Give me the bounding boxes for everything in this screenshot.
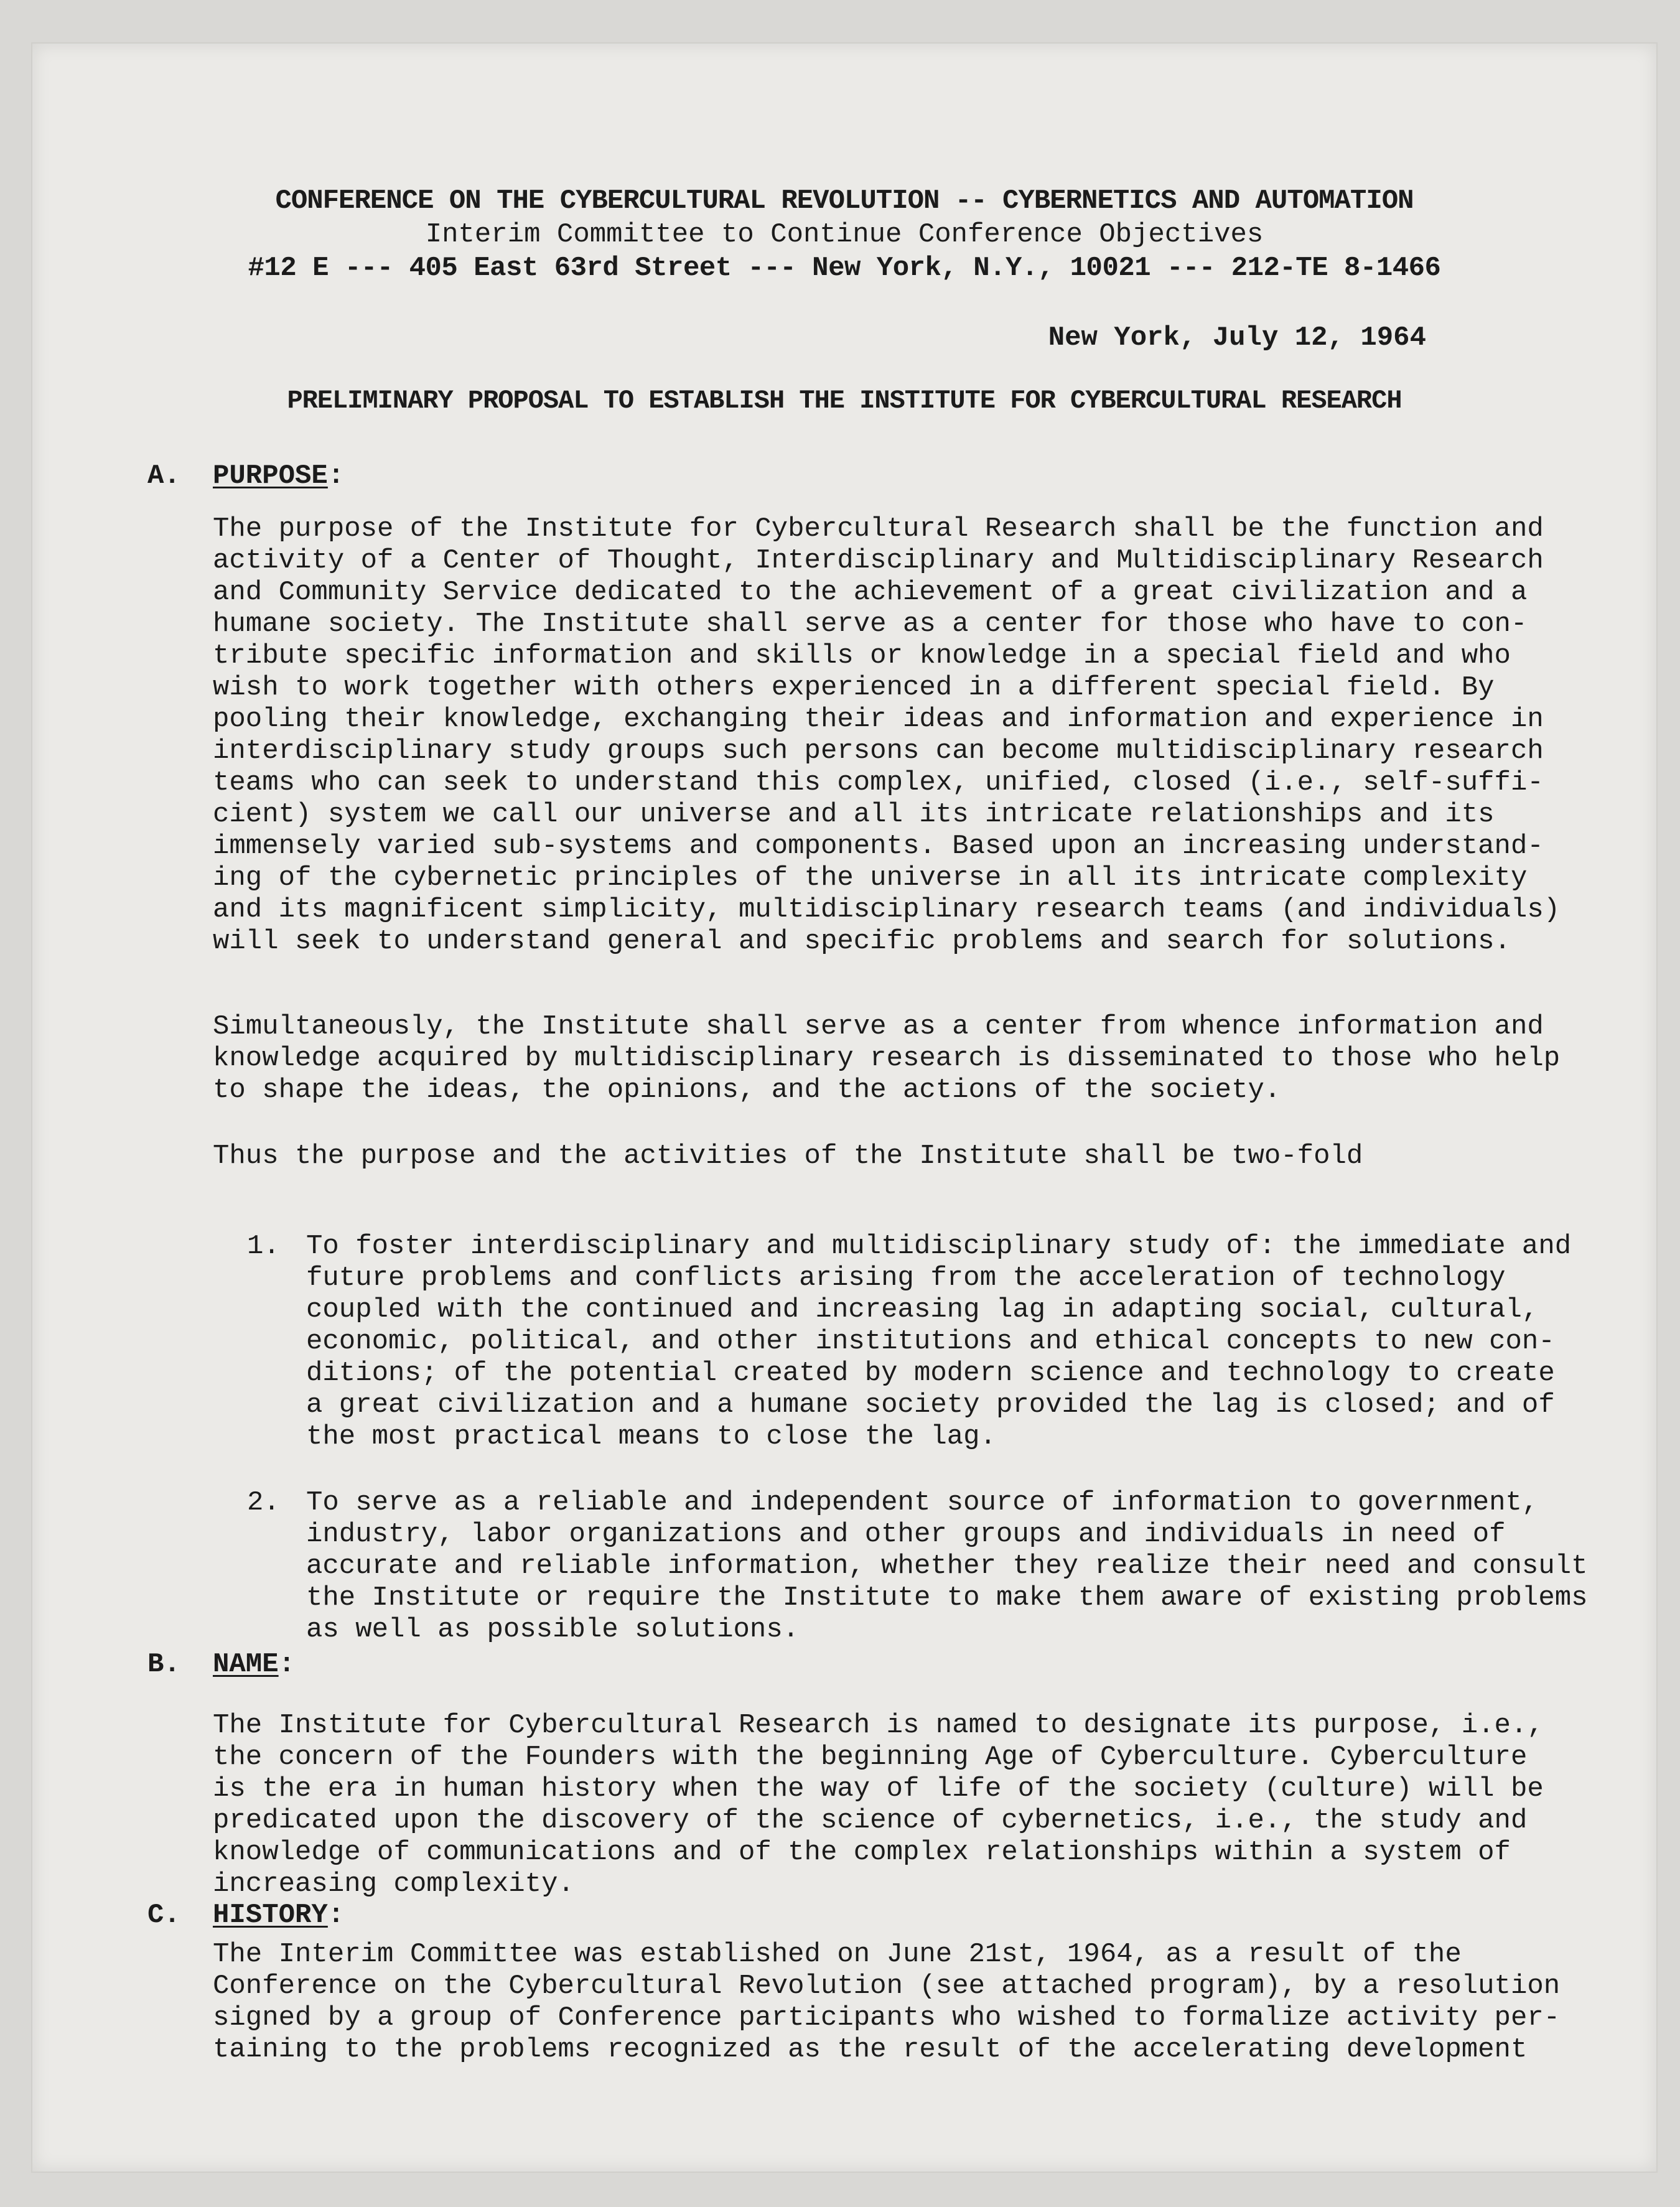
section-a-paragraph-1 — [213, 513, 1560, 958]
text-line: increasing complexity. — [213, 1869, 574, 1900]
text-line: signed by a group of Conference participants who wished to formalize activity per- — [213, 2002, 1561, 2033]
text-line: accurate and reliable information, whether they realize their need and consult — [306, 1551, 1588, 1582]
section-c-heading-text: HISTORY — [213, 1900, 328, 1931]
text-line: the Institute or require the Institute to make them aware of existing problems — [306, 1582, 1588, 1613]
list-item-2 — [306, 1487, 1588, 1646]
text-line: The purpose of the Institute for Cybercultural Research shall be the function and — [213, 513, 1544, 544]
text-line: wish to work together with others experienced in a different special field. By — [213, 672, 1495, 703]
text-line: predicated upon the discovery of the science of cybernetics, i.e., the study and — [213, 1805, 1528, 1836]
text-line: To serve as a reliable and independent source of information to government, — [306, 1487, 1539, 1518]
text-line: the concern of the Founders with the beginning Age of Cyberculture. Cyberculture — [213, 1742, 1528, 1773]
text-line: activity of a Center of Thought, Interdisciplinary and Multidisciplinary Research — [213, 545, 1544, 576]
section-b-heading-colon: : — [278, 1649, 296, 1680]
text-line: future problems and conflicts arising from the acceleration of technology — [306, 1262, 1506, 1294]
text-line: immensely varied sub-systems and components. Based upon an increasing understand- — [213, 831, 1544, 862]
text-line: Conference on the Cybercultural Revolution (see attached program), by a resolution — [213, 1971, 1561, 2002]
section-b-paragraph — [213, 1710, 1544, 1900]
list-item-1 — [306, 1231, 1571, 1453]
text-line: cient) system we call our universe and all its intricate relationships and its — [213, 799, 1495, 830]
text-line: will seek to understand general and specific problems and search for solutions. — [213, 926, 1511, 957]
text-line: ing of the cybernetic principles of the universe in all its intricate complexity — [213, 862, 1528, 894]
section-a-heading — [213, 460, 344, 492]
text-line: tribute specific information and skills or knowledge in a special field and who — [213, 640, 1511, 671]
list-item-1-number: 1. — [247, 1231, 280, 1262]
section-c-letter: C. — [147, 1900, 180, 1931]
text-line: teams who can seek to understand this complex, unified, closed (i.e., self-suffi- — [213, 767, 1544, 798]
text-line: industry, labor organizations and other groups and individuals in need of — [306, 1519, 1506, 1550]
text-line: knowledge of communications and of the complex relationships within a system of — [213, 1837, 1511, 1868]
text-line: knowledge acquired by multidisciplinary research is disseminated to those who help — [213, 1043, 1561, 1074]
typewritten-letter — [32, 44, 1656, 2172]
text-line: ditions; of the potential created by modern science and technology to create — [306, 1358, 1555, 1389]
section-a-paragraph-2 — [213, 1011, 1560, 1106]
section-c-heading-colon: : — [327, 1900, 345, 1931]
address-line: #12 E --- 405 East 63rd Street --- New York, N.Y., 10021 --- 212-TE 8-1466 — [248, 253, 1441, 284]
section-c-paragraph — [213, 1939, 1560, 2066]
text-line: and its magnificent simplicity, multidisciplinary research teams (and individuals) — [213, 894, 1561, 925]
text-line: to shape the ideas, the opinions, and the actions of the society. — [213, 1075, 1281, 1106]
text-line: humane society. The Institute shall serve as a center for those who have to con- — [213, 609, 1528, 640]
dateline: New York, July 12, 1964 — [1048, 322, 1426, 353]
text-line: To foster interdisciplinary and multidisciplinary study of: the immediate and — [306, 1231, 1572, 1262]
section-b-heading — [213, 1649, 295, 1680]
text-line: coupled with the continued and increasing lag in adapting social, cultural, — [306, 1294, 1539, 1325]
text-line: interdisciplinary study groups such persons can become multidisciplinary research — [213, 735, 1544, 767]
text-line: Simultaneously, the Institute shall serve as a center from whence information and — [213, 1011, 1544, 1042]
list-item-2-number: 2. — [247, 1487, 280, 1518]
section-c-heading — [213, 1900, 344, 1931]
text-line: taining to the problems recognized as the result of the accelerating development — [213, 2034, 1528, 2065]
document-title: PRELIMINARY PROPOSAL TO ESTABLISH THE INSTITUTE FOR CYBERCULTURAL RESEARCH — [287, 386, 1402, 416]
text-line: the most practical means to close the lag. — [306, 1421, 996, 1452]
text-line: The Interim Committee was established on June 21st, 1964, as a result of the — [213, 1939, 1462, 1970]
text-line: economic, political, and other institutions and ethical concepts to new con- — [306, 1326, 1555, 1357]
section-b-letter: B. — [147, 1649, 180, 1680]
text-line: pooling their knowledge, exchanging their ideas and information and experience in — [213, 704, 1544, 735]
text-line: a great civilization and a humane society provided the lag is closed; and of — [306, 1389, 1555, 1421]
conference-title: CONFERENCE ON THE CYBERCULTURAL REVOLUTION -- CYBERNETICS AND AUTOMATION — [275, 185, 1414, 217]
text-line: Thus the purpose and the activities of the Institute shall be two-fold — [213, 1141, 1363, 1172]
committee-name: Interim Committee to Continue Conference Objectives — [425, 219, 1264, 250]
text-line: The Institute for Cybercultural Research is named to designate its purpose, i.e., — [213, 1710, 1544, 1741]
text-line: as well as possible solutions. — [306, 1614, 800, 1645]
text-line: is the era in human history when the way of life of the society (culture) will be — [213, 1773, 1544, 1804]
section-a-letter: A. — [147, 460, 180, 492]
section-b-heading-text: NAME — [213, 1649, 279, 1680]
text-line: and Community Service dedicated to the achievement of a great civilization and a — [213, 577, 1528, 608]
document-page — [32, 44, 1656, 2172]
section-a-paragraph-3 — [213, 1141, 1363, 1172]
section-a-heading-colon: : — [327, 460, 345, 492]
section-a-heading-text: PURPOSE — [213, 460, 328, 492]
